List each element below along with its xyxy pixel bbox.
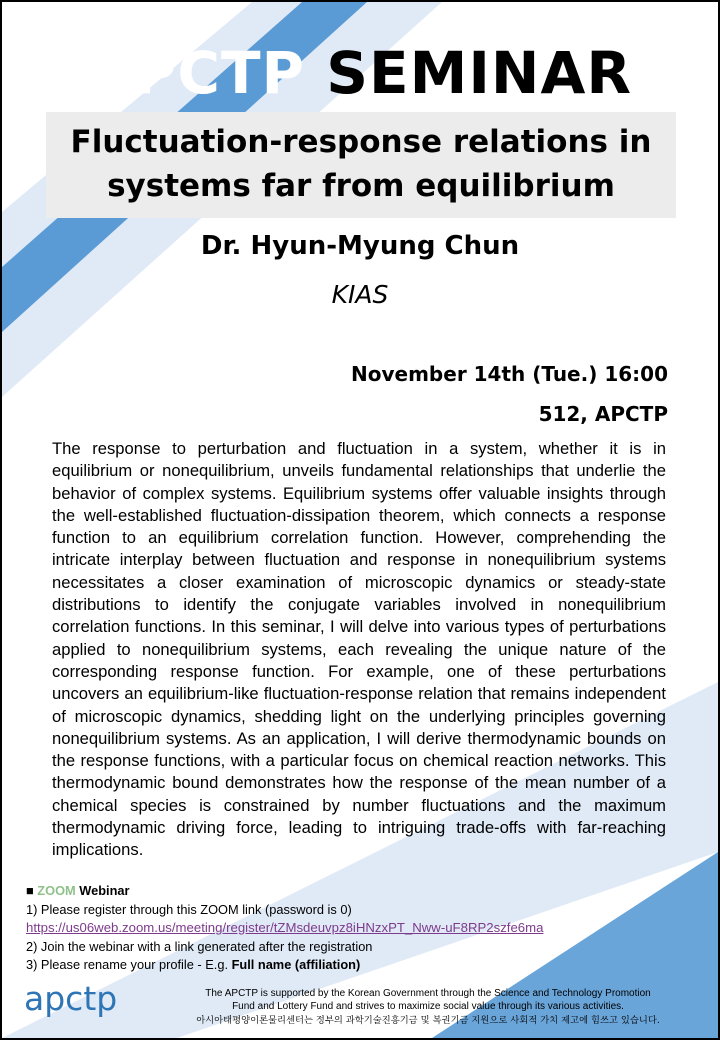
support-line-2: Fund and Lottery Fund and strives to maximize social value through its various activities.: [232, 1001, 624, 1013]
apctp-logo: [22, 980, 150, 1020]
talk-title-line1: Fluctuation-response relations in: [70, 124, 652, 160]
header-seminar: SEMINAR: [326, 39, 633, 107]
support-line-3: 아시아태평양이론물리센터는 정부의 과학기술진흥기금 및 복권기금 지원으로 사회적 가치 제고에 힘쓰고 있습니다.: [196, 1014, 660, 1026]
zoom-heading: [26, 882, 706, 901]
zoom-step-1: 1) Please register through this ZOOM link (password is 0): [26, 901, 352, 917]
talk-title: [46, 120, 676, 208]
header-apctp: APCTP: [87, 39, 306, 107]
talk-date: November 14th (Tue.) 16:00: [351, 362, 668, 386]
speaker-name: Dr. Hyun-Myung Chun: [200, 231, 520, 261]
seminar-header: [2, 38, 718, 108]
talk-venue: 512, APCTP: [538, 402, 668, 426]
speaker-affiliation: KIAS: [331, 280, 389, 309]
abstract-text: The response to perturbation and fluctuation in a system, whether it is in equilibrium or nonequilibrium, unveils fundamental relationships that underlie the behavior of complex systems. Equilibrium systems offer valuable insights through the well-established fluctuation-dissipation theorem, which connects a response function to an equilibrium correlation function. However, comprehending the intricate interplay between fluctuation and response in nonequilibrium systems necessitates a closer examination of microscopic dynamics or steady-state distributions to identify the conjugate variables involved in nonequilibrium correlation functions. In this seminar, I will delve into various types of perturbations applied to nonequilibrium systems, each revealing the unique nature of the corresponding response function. For example, one of these perturbations uncovers an equilibrium-like fluctuation-response relation that remains independent of microscopic dynamics, shedding light on the underlying principles governing nonequilibrium systems. As an application, I will derive thermodynamic bounds on the response functions, with a particular focus on chemical reaction networks. This thermodynamic bound demonstrates how the response of the mean number of a chemical species is constrained by number fluctuations and the maximum thermodynamic driving force, leading to intriguing trade-offs with far-reaching implications.: [52, 439, 666, 860]
bullet-icon: ■: [26, 883, 34, 898]
zoom-info: [26, 882, 706, 975]
zoom-step-3: [26, 956, 706, 975]
zoom-step-3-example: Full name (affiliation): [231, 957, 361, 972]
apctp-logo-text: apctp: [24, 980, 118, 1018]
webinar-word: Webinar: [79, 883, 130, 898]
support-line-1: The APCTP is supported by the Korean Government through the Science and Technology Promotion: [205, 988, 651, 999]
support-statement: [152, 987, 704, 1027]
zoom-step-3-prefix: 3) Please rename your profile - E.g.: [26, 957, 229, 972]
zoom-word: ZOOM: [37, 883, 76, 898]
zoom-register-link[interactable]: https://us06web.zoom.us/meeting/register/tZMsdeuvpz8iHNzxPT_Nww-uF8RP2szfe6ma: [26, 920, 544, 935]
talk-title-line2: systems far from equilibrium: [107, 168, 615, 204]
zoom-step-2: 2) Join the webinar with a link generated after the registration: [26, 938, 373, 954]
